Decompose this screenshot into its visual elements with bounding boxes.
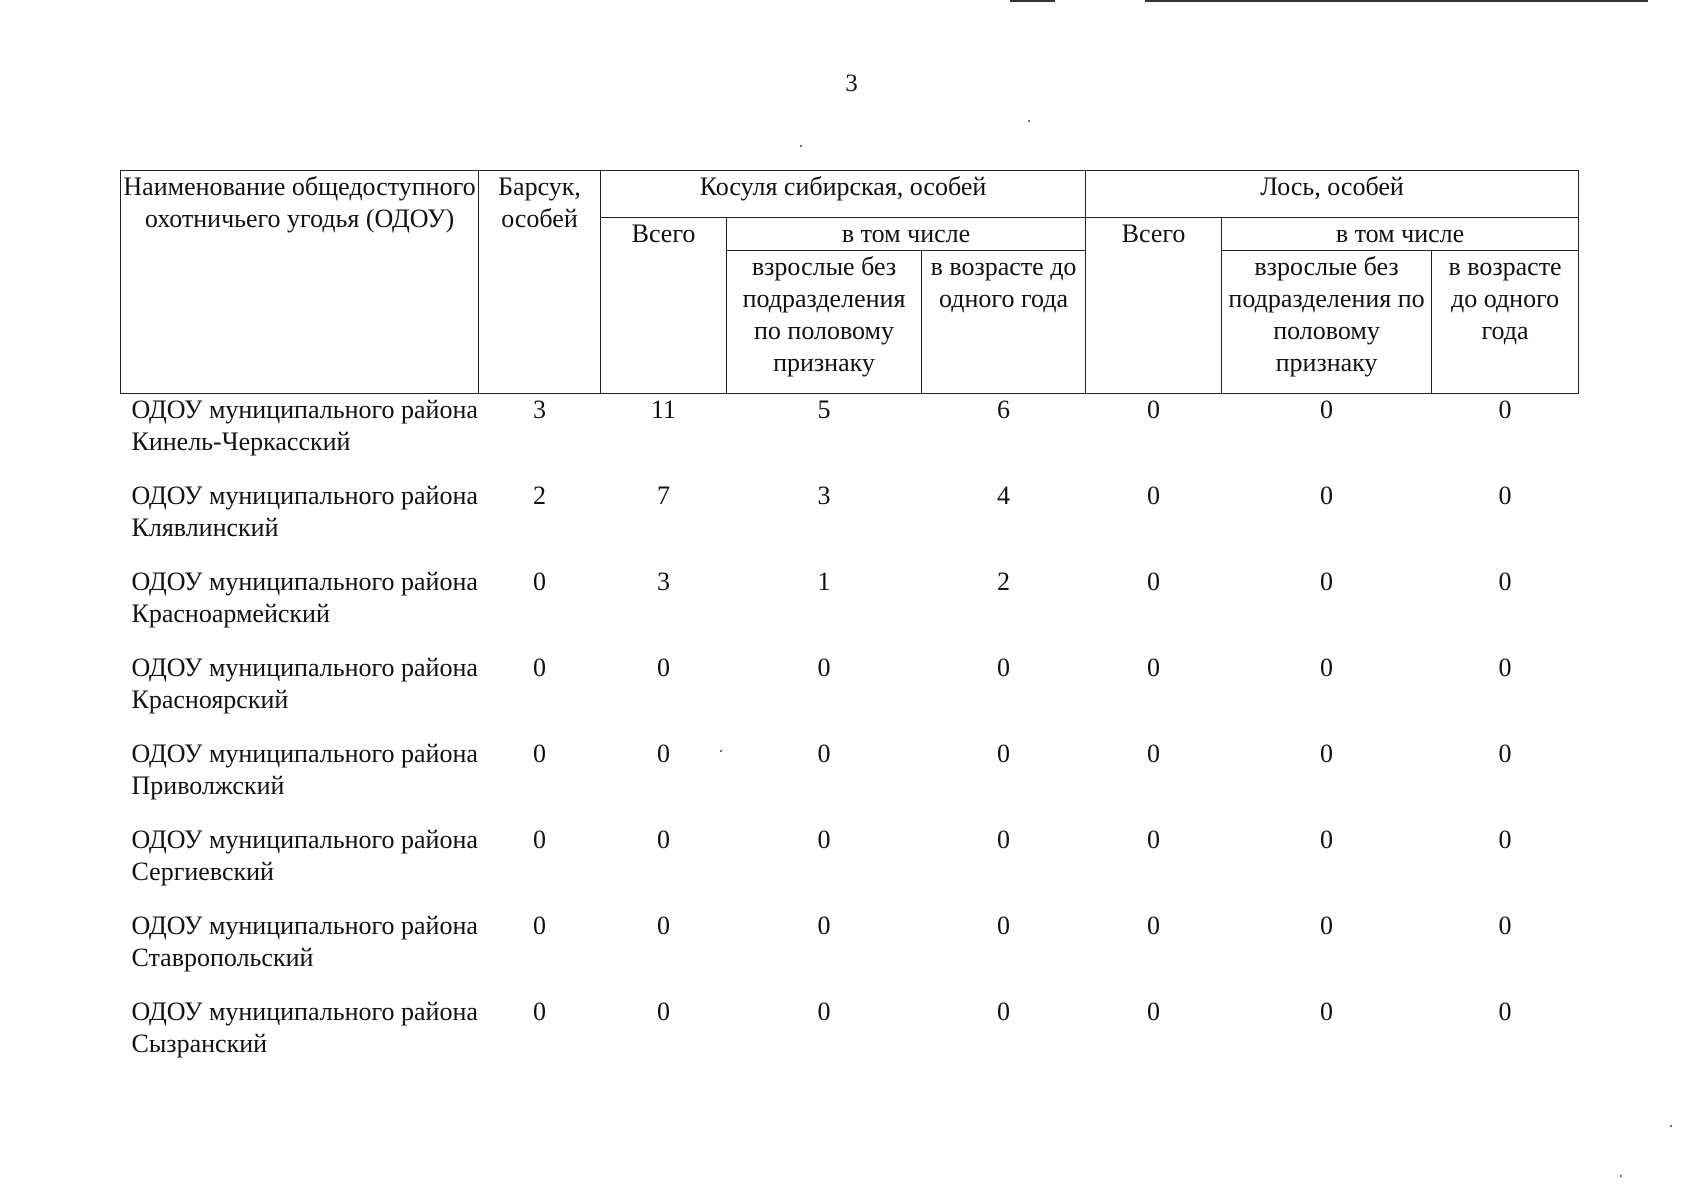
- roe-under-one: 0: [997, 911, 1011, 940]
- roe-total: 0: [657, 825, 670, 854]
- badger-count: 0: [533, 653, 546, 682]
- roe-adults: 3: [817, 481, 831, 510]
- roe-adults: 0: [817, 653, 831, 682]
- badger-count: 0: [533, 911, 546, 940]
- header-moose-including: в том числе: [1222, 218, 1579, 251]
- roe-adults: 0: [817, 825, 831, 854]
- table-row: [121, 566, 1579, 652]
- moose-under-one: 0: [1498, 395, 1512, 424]
- moose-adults: 0: [1320, 911, 1334, 940]
- hunting-ground-name: ОДОУ муниципального района Красноярский: [131, 653, 478, 714]
- table-row: [121, 394, 1579, 481]
- roe-under-one: 0: [997, 825, 1011, 854]
- table-row: [121, 996, 1579, 1082]
- hunting-ground-name: ОДОУ муниципального района Клявлинский: [131, 481, 478, 542]
- header-roe-under-one: в возрасте до одного года: [922, 251, 1086, 394]
- hunting-ground-name: ОДОУ муниципального района Красноармейский: [131, 567, 478, 628]
- moose-total: 0: [1147, 911, 1161, 940]
- moose-total: 0: [1147, 567, 1161, 596]
- table-row: [121, 910, 1579, 996]
- table-header: [121, 171, 1579, 394]
- roe-total: 3: [657, 567, 670, 596]
- roe-under-one: 0: [997, 739, 1011, 768]
- moose-under-one: 0: [1498, 739, 1512, 768]
- moose-under-one: 0: [1498, 911, 1512, 940]
- table-row: [121, 652, 1579, 738]
- moose-adults: 0: [1320, 739, 1334, 768]
- roe-adults: 5: [817, 395, 831, 424]
- roe-under-one: 0: [997, 997, 1011, 1026]
- moose-adults: 0: [1320, 997, 1334, 1026]
- moose-adults: 0: [1320, 567, 1334, 596]
- hunting-ground-name: ОДОУ муниципального района Сызранский: [131, 997, 478, 1058]
- moose-under-one: 0: [1498, 653, 1512, 682]
- header-badger: Барсук, особей: [479, 171, 601, 394]
- roe-adults: 0: [817, 997, 831, 1026]
- moose-under-one: 0: [1498, 567, 1512, 596]
- roe-under-one: 0: [997, 653, 1011, 682]
- moose-total: 0: [1147, 739, 1161, 768]
- badger-count: 0: [533, 567, 546, 596]
- scan-edge-line: [1145, 0, 1648, 2]
- scan-speck: [1670, 1125, 1672, 1127]
- moose-under-one: 0: [1498, 997, 1512, 1026]
- moose-total: 0: [1147, 997, 1161, 1026]
- page-number: 3: [845, 70, 858, 97]
- table-body: [121, 394, 1579, 1083]
- hunting-ground-name: ОДОУ муниципального района Ставропольский: [131, 911, 478, 972]
- moose-adults: 0: [1320, 481, 1334, 510]
- badger-count: 0: [533, 997, 546, 1026]
- header-moose-adults: взрослые без подразделения по половому признаку: [1222, 251, 1432, 394]
- moose-total: 0: [1147, 653, 1161, 682]
- header-roe-adults: взрослые без подразделения по половому признаку: [727, 251, 922, 394]
- roe-total: 7: [657, 481, 670, 510]
- roe-total: 0: [657, 911, 670, 940]
- roe-under-one: 2: [997, 567, 1011, 596]
- moose-adults: 0: [1320, 653, 1334, 682]
- header-name: Наименование общедоступного охотничьего угодья (ОДОУ): [121, 171, 479, 394]
- scan-speck: [1028, 120, 1030, 122]
- hunting-ground-name: ОДОУ муниципального района Сергиевский: [131, 825, 478, 886]
- table-row: [121, 738, 1579, 824]
- roe-under-one: 6: [997, 395, 1011, 424]
- badger-count: 0: [533, 739, 546, 768]
- roe-adults: 0: [817, 911, 831, 940]
- header-roe-including: в том числе: [727, 218, 1086, 251]
- moose-under-one: 0: [1498, 481, 1512, 510]
- moose-total: 0: [1147, 481, 1161, 510]
- badger-count: 0: [533, 825, 546, 854]
- table-row: [121, 824, 1579, 910]
- roe-total: 0: [657, 739, 670, 768]
- header-moose-under-one: в возрасте до одного года: [1432, 251, 1579, 394]
- header-moose: Лось, особей: [1086, 171, 1579, 218]
- moose-under-one: 0: [1498, 825, 1512, 854]
- moose-total: 0: [1147, 825, 1161, 854]
- header-moose-total: Всего: [1086, 218, 1222, 394]
- hunting-ground-name: ОДОУ муниципального района Приволжский: [131, 739, 478, 800]
- header-roe-deer: Косуля сибирская, особей: [601, 171, 1086, 218]
- roe-total: 11: [650, 395, 677, 424]
- badger-count: 2: [533, 481, 546, 510]
- roe-total: 0: [657, 653, 670, 682]
- scan-speck: [800, 145, 802, 147]
- roe-under-one: 4: [997, 481, 1011, 510]
- hunting-grounds-table: [120, 170, 1579, 1082]
- badger-count: 3: [533, 395, 546, 424]
- moose-adults: 0: [1320, 395, 1334, 424]
- hunting-ground-name: ОДОУ муниципального района Кинель-Черкасский: [131, 395, 478, 456]
- moose-adults: 0: [1320, 825, 1334, 854]
- roe-adults: 0: [817, 739, 831, 768]
- scan-edge-line: [1010, 0, 1055, 2]
- moose-total: 0: [1147, 395, 1161, 424]
- roe-adults: 1: [817, 567, 831, 596]
- roe-total: 0: [657, 997, 670, 1026]
- scan-speck: [1620, 1175, 1622, 1177]
- header-roe-total: Всего: [601, 218, 727, 394]
- table-row: [121, 480, 1579, 566]
